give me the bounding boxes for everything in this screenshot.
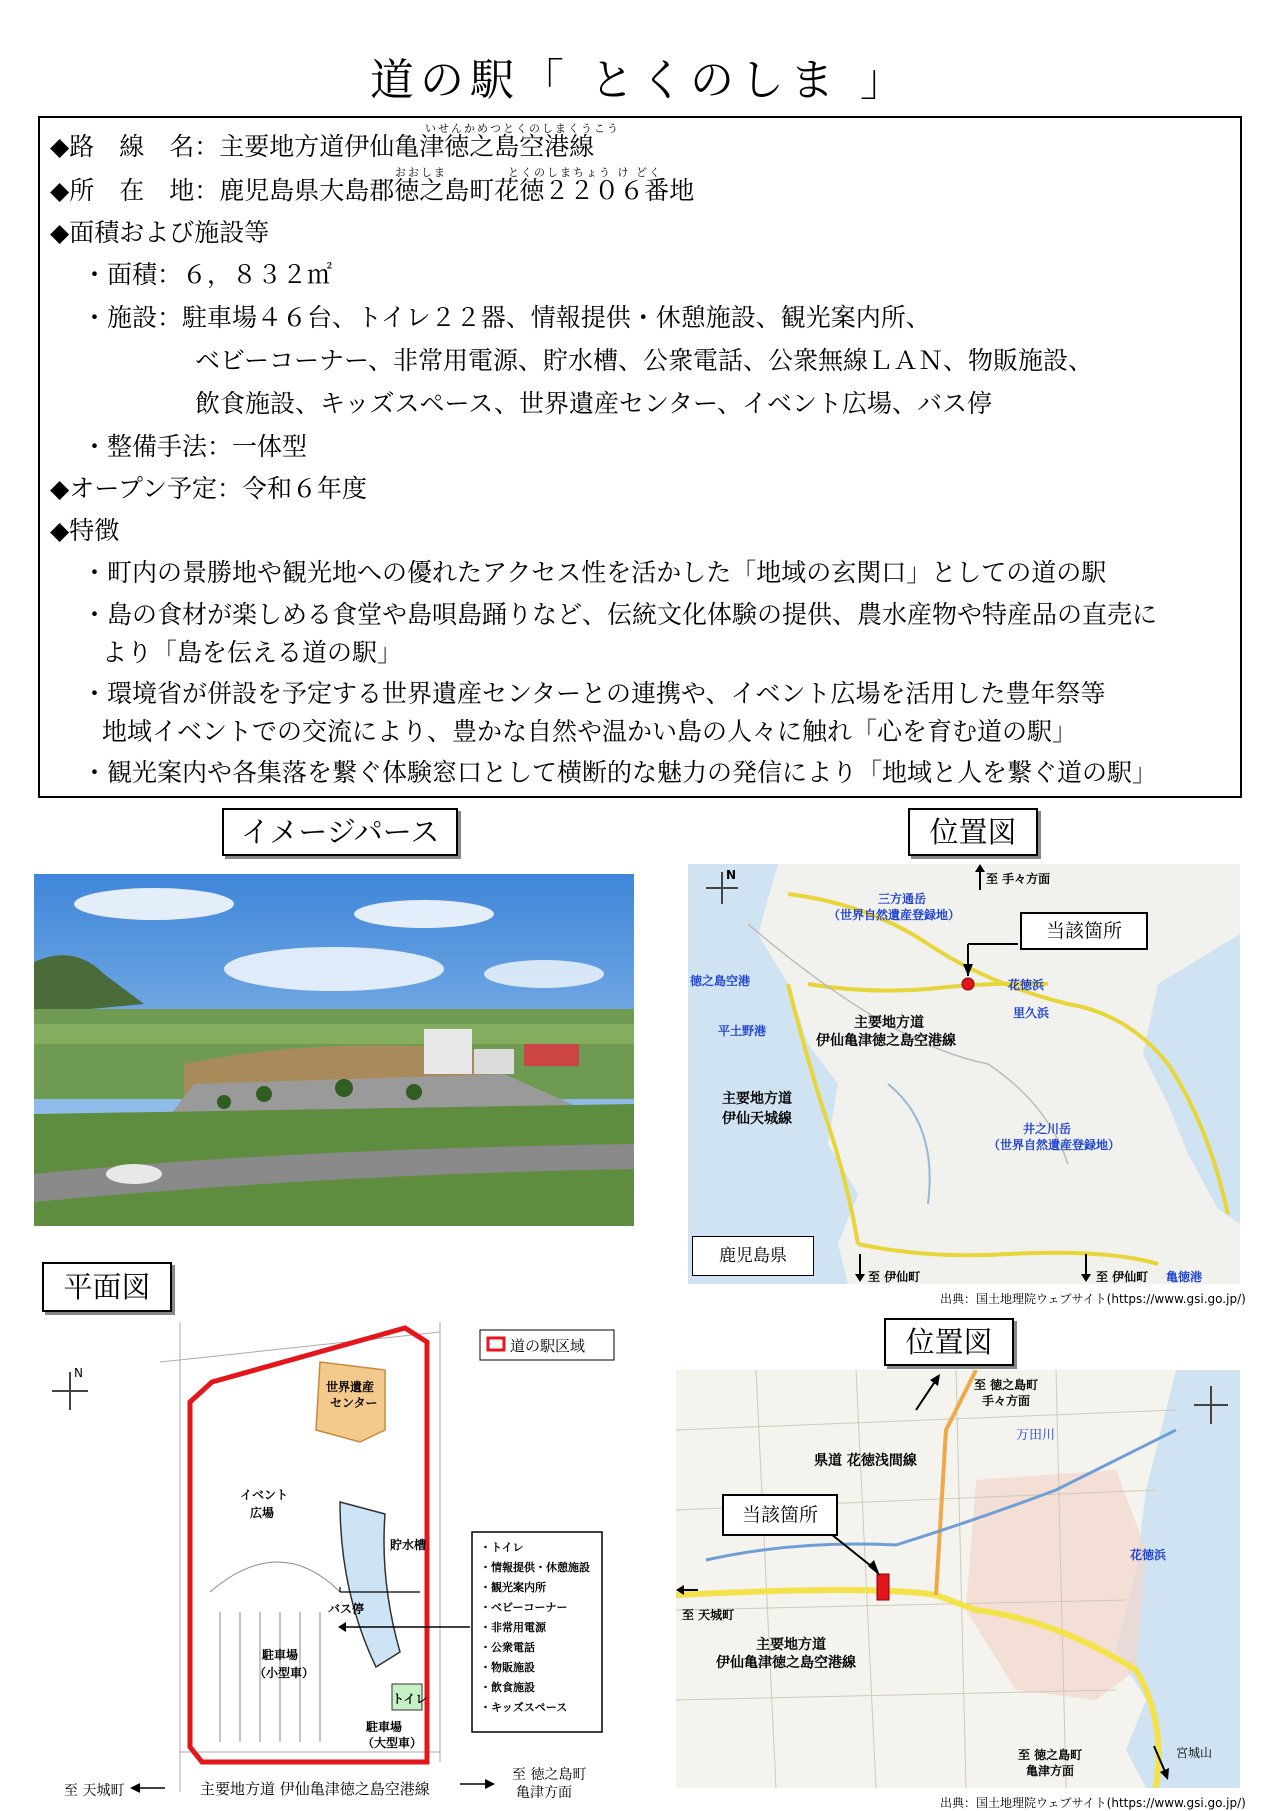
perspective-image (34, 874, 634, 1226)
location-map-1 (688, 864, 1240, 1284)
map2-mountain: 宮城山 (1176, 1746, 1213, 1760)
floor-plan-label: 平面図 (42, 1262, 172, 1312)
plan-list-item: ・非常用電源 (480, 1621, 546, 1634)
map2-route-a: 主要地方道 (756, 1637, 826, 1653)
facilities-line-3: 飲食施設、キッズスペース、世界遺産センター、イベント広場、バス停 (195, 389, 993, 418)
map2-to-kame-b: 亀津方面 (1026, 1764, 1075, 1778)
plan-list-item: ・公衆電話 (480, 1641, 535, 1654)
location-ruby-1: おおしま (395, 166, 447, 179)
plan-to-tokuno-b: 亀津方面 (516, 1785, 572, 1801)
map2-river: 万田川 (1016, 1428, 1056, 1443)
route-value: 主要地方道伊仙亀津徳之島空港線 (219, 132, 595, 161)
plan-tank: 貯水槽 (390, 1538, 427, 1552)
location-map-1-drawing (688, 864, 1240, 1284)
map1-route2a: 主要地方道 (722, 1091, 792, 1107)
feature-2a: ・島の食材が楽しめる食堂や島唄島踊りなど、伝統文化体験の提供、農水産物や特産品の直売に (82, 600, 1158, 629)
plan-list-item: ・ベビーコーナー (480, 1601, 568, 1614)
plan-event-a: イベント (240, 1488, 289, 1502)
feature-4: ・観光案内や各集落を繋ぐ体験窓口として横断的な魅力の発信により「地域と人を繋ぐ道の駅」 (82, 758, 1158, 787)
plan-list-item: ・情報提供・休憩施設 (480, 1561, 590, 1574)
map2-hanatoku: 花徳浜 (1130, 1548, 1167, 1562)
map1-hanatoku: 花徳浜 (1008, 978, 1045, 992)
plan-parking-s-b: （小型車） (254, 1666, 315, 1680)
location-value: 鹿児島県大島郡徳之島町花徳２２０６番地 (219, 176, 695, 205)
map1-sanpo: 三方通岳 (878, 892, 927, 906)
route-line (50, 132, 594, 162)
map1-sanpo-sub: （世界自然遺産登録地） (828, 908, 961, 922)
map1-pref-label: 鹿児島県 (692, 1236, 814, 1276)
facilities-heading: ◆面積および施設等 (50, 218, 270, 247)
map1-route1b: 伊仙亀津徳之島空港線 (816, 1033, 956, 1049)
map2-source: 出典：国土地理院ウェブサイト(https://www.gsi.go.jp/) (940, 1796, 1246, 1810)
map2-to-kame-a: 至 徳之島町 (1018, 1748, 1083, 1762)
map1-source: 出典：国土地理院ウェブサイト(https://www.gsi.go.jp/) (940, 1292, 1246, 1306)
route-ruby: いせんかめつとくのしまくうこう (425, 122, 620, 135)
map1-route1a: 主要地方道 (854, 1015, 924, 1031)
plan-facility-list (480, 1538, 590, 1718)
feature-3b: 地域イベントでの交流により、豊かな自然や温かい島の人々に触れ「心を育む道の駅」 (102, 717, 1078, 746)
plan-list-item: ・観光案内所 (480, 1581, 546, 1594)
location-map-2 (676, 1370, 1240, 1788)
map2-to-amagi: 至 天城町 (682, 1608, 735, 1622)
map1-to-isen-2: 至 伊仙町 (1096, 1270, 1149, 1284)
plan-legend: 道の駅区域 (510, 1337, 586, 1355)
plan-parking-l-a: 駐車場 (366, 1720, 403, 1734)
plan-center-a: 世界遺産 (326, 1380, 375, 1394)
route-label: ◆路 線 名： (50, 132, 220, 161)
map1-to-isen-1: 至 伊仙町 (868, 1270, 921, 1284)
method-line: ・整備手法：一体型 (82, 432, 308, 461)
plan-to-tokuno-a: 至 徳之島町 (512, 1767, 587, 1783)
map2-to-tokuno-a: 至 徳之島町 (974, 1378, 1039, 1392)
map1-hirotono: 平土野港 (718, 1024, 767, 1038)
plan-event-b: 広場 (250, 1506, 275, 1520)
location-map-2-label: 位置図 (884, 1318, 1014, 1366)
plan-bus: バス停 (328, 1602, 365, 1616)
map2-prefroad: 県道 花徳浅間線 (814, 1453, 917, 1469)
location-map-2-drawing (676, 1370, 1240, 1788)
map1-airport: 徳之島空港 (690, 974, 751, 988)
map1-kametsu: 亀徳港 (1166, 1270, 1203, 1284)
location-map-label: 位置図 (908, 808, 1038, 856)
facilities-line-2: ベビーコーナー、非常用電源、貯水槽、公衆電話、公衆無線ＬＡＮ、物販施設、 (195, 346, 1094, 375)
floor-plan (40, 1322, 640, 1802)
location-ruby-2: とくのしまちょう け どく (508, 166, 662, 179)
map1-route2b: 伊仙天城線 (722, 1111, 792, 1127)
plan-to-amagi: 至 天城町 (64, 1783, 125, 1799)
feature-2b: より「島を伝える道の駅」 (102, 638, 403, 667)
map2-site-label: 当該箇所 (722, 1494, 838, 1536)
plan-list-item: ・飲食施設 (480, 1681, 535, 1694)
plan-road-label: 主要地方道 伊仙亀津徳之島空港線 (200, 1780, 430, 1798)
plan-list-item: ・物販施設 (480, 1661, 535, 1674)
plan-parking-l-b: （大型車） (362, 1736, 423, 1750)
map1-inokawa-sub: （世界自然遺産登録地） (988, 1138, 1121, 1152)
plan-parking-s-a: 駐車場 (262, 1648, 299, 1662)
location-line (50, 176, 694, 206)
facilities-line-1: ・施設：駐車場４６台、トイレ２２器、情報提供・休憩施設、観光案内所、 (82, 303, 931, 332)
page-title: 道の駅「 とくのしま 」 (370, 55, 910, 106)
plan-center-b: センター (330, 1396, 378, 1410)
plan-list-item: ・トイレ (480, 1541, 524, 1554)
map1-north: N (726, 868, 737, 882)
location-label: ◆所 在 地： (50, 176, 220, 205)
plan-list-item: ・キッズスペース (480, 1701, 568, 1714)
map1-site-label: 当該箇所 (1020, 912, 1148, 950)
features-heading: ◆特徴 (50, 516, 120, 545)
feature-3a: ・環境省が併設を予定する世界遺産センターとの連携や、イベント広場を活用した豊年祭等 (82, 679, 1106, 708)
map1-satokuhama: 里久浜 (1013, 1006, 1050, 1020)
map1-inokawa: 井之川岳 (1023, 1122, 1072, 1136)
feature-1: ・町内の景勝地や観光地への優れたアクセス性を活かした「地域の玄関口」としての道の駅 (82, 558, 1107, 587)
area-line: ・面積：６，８３２㎡ (82, 260, 333, 289)
open-line: ◆オープン予定：令和６年度 (50, 474, 367, 503)
map2-route-b: 伊仙亀津徳之島空港線 (716, 1655, 856, 1671)
plan-north: N (74, 1366, 83, 1380)
info-box (38, 116, 1242, 798)
map2-to-tokuno-b: 手々方面 (982, 1394, 1031, 1408)
perspective-label: イメージパース (222, 808, 458, 856)
map1-to-teteguchi: 至 手々方面 (986, 872, 1051, 886)
plan-toilet: トイレ (392, 1692, 428, 1706)
